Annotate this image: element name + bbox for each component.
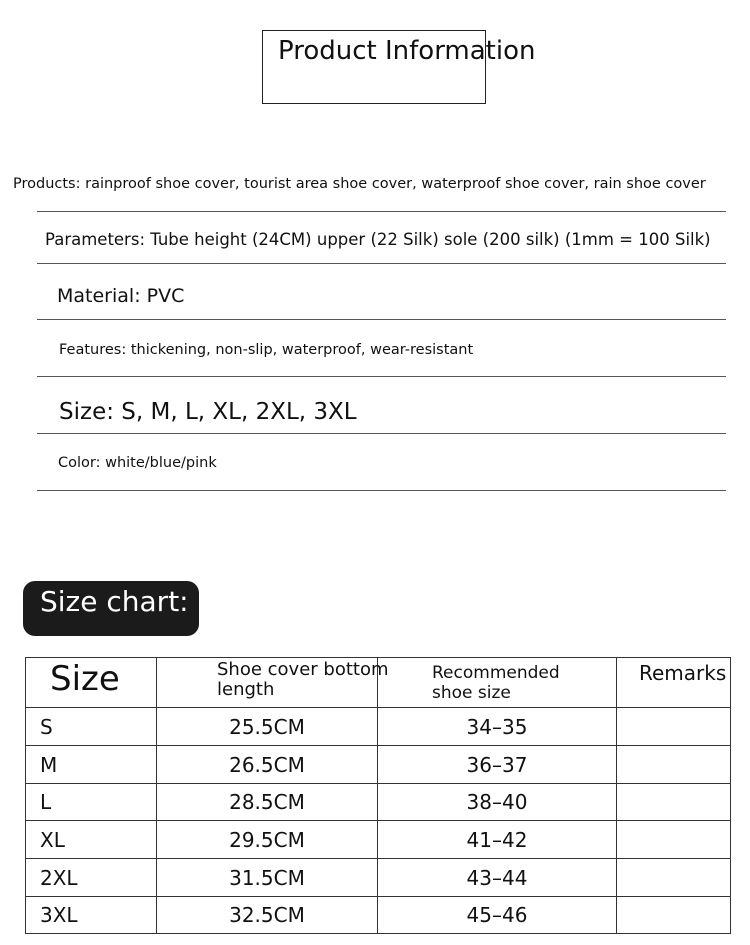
size-chart-table: [25, 657, 731, 934]
table-row: [26, 897, 731, 934]
page-title: Product Information: [278, 36, 536, 66]
col-header-size: Size: [26, 658, 157, 708]
table-row: [26, 821, 731, 859]
size-chart-label: Size chart:: [40, 585, 189, 618]
shoe-size-cell: 36–37: [378, 746, 617, 784]
remarks-cell: [617, 746, 731, 784]
shoe-size-cell: 41–42: [378, 821, 617, 859]
size-cell: M: [26, 746, 157, 784]
length-cell: 32.5CM: [157, 897, 378, 934]
shoe-size-cell: 45–46: [378, 897, 617, 934]
divider: [37, 319, 726, 320]
remarks-cell: [617, 708, 731, 746]
shoe-size-cell: 34–35: [378, 708, 617, 746]
length-cell: 28.5CM: [157, 784, 378, 821]
divider: [37, 263, 726, 264]
sizes-line: Size: S, M, L, XL, 2XL, 3XL: [59, 399, 357, 425]
col-header-remarks: Remarks: [617, 658, 731, 708]
divider: [37, 490, 726, 491]
table-row: [26, 784, 731, 821]
shoe-size-cell: 38–40: [378, 784, 617, 821]
size-cell: 2XL: [26, 859, 157, 897]
size-cell: 3XL: [26, 897, 157, 934]
table-row: [26, 708, 731, 746]
length-cell: 25.5CM: [157, 708, 378, 746]
divider: [37, 211, 726, 212]
col-header-length: Shoe cover bottom length: [157, 658, 378, 708]
products-line: Products: rainproof shoe cover, tourist area shoe cover, waterproof shoe cover, rain shoe cover: [13, 176, 706, 192]
size-cell: S: [26, 708, 157, 746]
size-cell: L: [26, 784, 157, 821]
divider: [37, 433, 726, 434]
col-header-recommended: Recommended shoe size: [378, 658, 617, 708]
length-cell: 26.5CM: [157, 746, 378, 784]
features-line: Features: thickening, non-slip, waterproof, wear-resistant: [59, 342, 474, 358]
divider: [37, 376, 726, 377]
remarks-cell: [617, 821, 731, 859]
size-cell: XL: [26, 821, 157, 859]
table-header-row: [26, 658, 731, 708]
table-row: [26, 746, 731, 784]
length-cell: 31.5CM: [157, 859, 378, 897]
color-line: Color: white/blue/pink: [58, 455, 217, 471]
remarks-cell: [617, 784, 731, 821]
table-row: [26, 859, 731, 897]
shoe-size-cell: 43–44: [378, 859, 617, 897]
remarks-cell: [617, 897, 731, 934]
material-line: Material: PVC: [57, 285, 185, 307]
remarks-cell: [617, 859, 731, 897]
length-cell: 29.5CM: [157, 821, 378, 859]
parameters-line: Parameters: Tube height (24CM) upper (22 Silk) sole (200 silk) (1mm = 100 Silk): [45, 230, 711, 249]
